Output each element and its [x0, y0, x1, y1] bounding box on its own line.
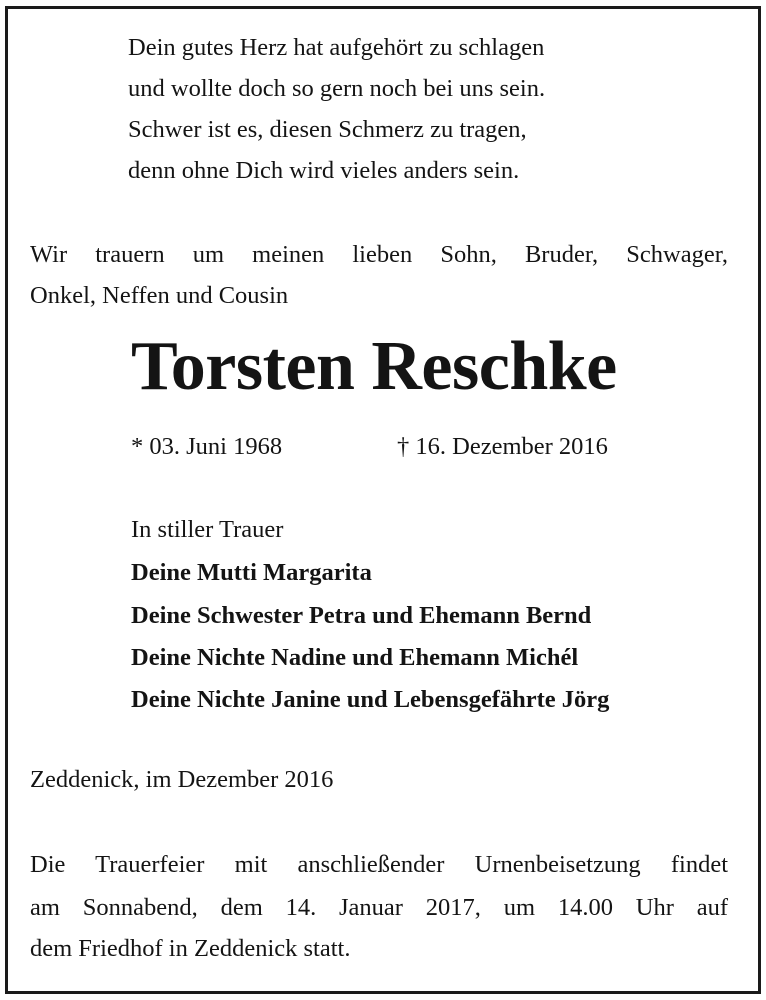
poem-line-4: denn ohne Dich wird vieles anders sein.	[128, 157, 520, 184]
mourner-line-4: Deine Nichte Janine und Lebensgefährte Jörg	[131, 686, 610, 713]
poem-line-3: Schwer ist es, diesen Schmerz zu tragen,	[128, 116, 527, 143]
death-date: † 16. Dezember 2016	[397, 433, 608, 460]
ceremony-line-1: Die Trauerfeier mit anschließender Urnenbeisetzung findet	[30, 851, 728, 878]
poem-line-1: Dein gutes Herz hat aufgehört zu schlagen	[128, 34, 545, 61]
birth-date: * 03. Juni 1968	[131, 433, 283, 460]
intro-line-1: Wir trauern um meinen lieben Sohn, Bruder, Schwager,	[30, 241, 728, 268]
poem-line-2: und wollte doch so gern noch bei uns sein.	[128, 75, 546, 102]
mourner-line-2: Deine Schwester Petra und Ehemann Bernd	[131, 602, 592, 629]
mourner-line-1: Deine Mutti Margarita	[131, 559, 372, 586]
notice-border	[5, 6, 761, 994]
deceased-name: Torsten Reschke	[131, 328, 617, 405]
ceremony-line-2: am Sonnabend, dem 14. Januar 2017, um 14.00 Uhr auf	[30, 894, 728, 921]
mourners-intro: In stiller Trauer	[131, 516, 284, 543]
mourner-line-3: Deine Nichte Nadine und Ehemann Michél	[131, 644, 579, 671]
place-date: Zeddenick, im Dezember 2016	[30, 766, 334, 793]
intro-line-2: Onkel, Neffen und Cousin	[30, 282, 289, 309]
ceremony-line-3: dem Friedhof in Zeddenick statt.	[30, 935, 351, 962]
